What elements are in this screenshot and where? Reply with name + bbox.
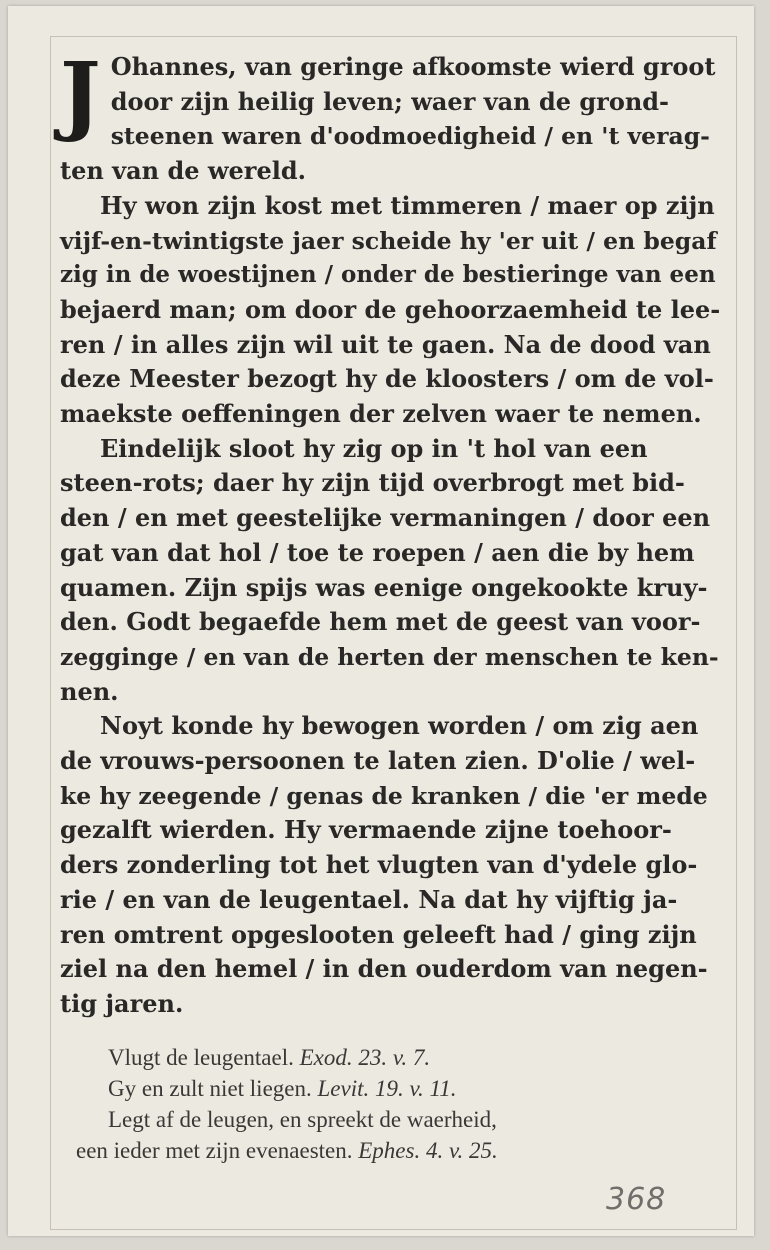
text-line: Ohannes, van geringe afkoomste wierd groot [110, 52, 716, 81]
text-line: den. Godt begaefde hem met de geest van voor- [60, 607, 701, 637]
text-line: ren omtrent opgeslooten geleeft had / ging zijn [60, 919, 697, 949]
handwritten-page-number: 368 [606, 1182, 667, 1217]
verse-text: Vlugt de leugentael. [108, 1045, 294, 1070]
body-text [60, 44, 721, 1022]
paragraph-1 [60, 44, 720, 189]
verse-text: Legt af de leugen, en spreekt de waerheid, [108, 1107, 497, 1132]
text-line: zig in de woestijnen / onder de bestieringe van een [60, 261, 716, 289]
text-line: gezalft wierden. Hy vermaende zijne toehoor- [60, 815, 672, 845]
verse-text: een ieder met zijn evenaesten. [76, 1138, 353, 1163]
text-line: ren / in alles zijn wil uit te gaen. Na de dood van [60, 329, 711, 359]
text-line: steen-rots; daer hy zijn tijd overbrogt met bid- [60, 468, 685, 498]
text-line: bejaerd man; om door de gehoorzaemheid te lee- [60, 294, 721, 324]
text-line: rie / en van de leugentael. Na dat hy vijftig ja- [60, 884, 678, 914]
text-line: ke hy zeegende / genas de kranken / die 'er mede [60, 781, 708, 810]
verse-line [76, 1042, 726, 1073]
document-page [8, 6, 754, 1236]
text-line: quamen. Zijn spijs was eenige ongekookte kruy- [60, 572, 708, 602]
text-line: deze Meester bezogt hy de kloosters / om de vol- [60, 364, 714, 394]
verse-line [76, 1135, 726, 1166]
paragraph-3 [60, 432, 720, 710]
text-line: zegginge / en van de herten der menschen te ken- [60, 642, 719, 671]
verse-reference: Levit. 19. v. 11. [317, 1076, 457, 1101]
scripture-verses [76, 1042, 726, 1166]
verse-reference: Ephes. 4. v. 25. [358, 1138, 498, 1163]
text-line: Noyt konde hy bewogen worden / om zig aen [100, 711, 699, 741]
text-line: ten van de wereld. [60, 156, 306, 186]
text-line: maekste oeffeningen der zelven waer te nemen. [60, 399, 702, 429]
text-line: ziel na den hemel / in den ouderdom van negen- [60, 954, 708, 984]
paragraph-4 [60, 709, 720, 1021]
paragraph-2 [60, 189, 720, 432]
text-line: de vrouws-persoonen te laten zien. D'olie / wel- [60, 746, 696, 776]
text-line: ders zonderling tot het vlugten van d'ydele glo- [60, 850, 698, 880]
text-line: nen. [60, 676, 119, 706]
text-line: steenen waren d'oodmoedigheid / en 't verag- [110, 122, 710, 151]
text-line: Hy won zijn kost met timmeren / maer op zijn [100, 190, 715, 220]
text-line: vijf-en-twintigste jaer scheide hy 'er uit / en begaf [60, 226, 717, 255]
text-line: door zijn heilig leven; waer van de grond- [110, 86, 670, 116]
text-line: den / en met geestelijke vermaningen / door een [60, 503, 711, 533]
text-line: gat van dat hol / toe te roepen / aen die by hem [60, 537, 695, 567]
verse-reference: Exod. 23. v. 7. [299, 1045, 431, 1070]
text-line: tig jaren. [60, 988, 184, 1018]
verse-text: Gy en zult niet liegen. [108, 1076, 312, 1101]
verse-line [76, 1073, 726, 1104]
verse-line [76, 1104, 726, 1135]
text-line: Eindelijk sloot hy zig op in 't hol van een [100, 433, 648, 463]
drop-cap-initial: J [60, 44, 101, 145]
